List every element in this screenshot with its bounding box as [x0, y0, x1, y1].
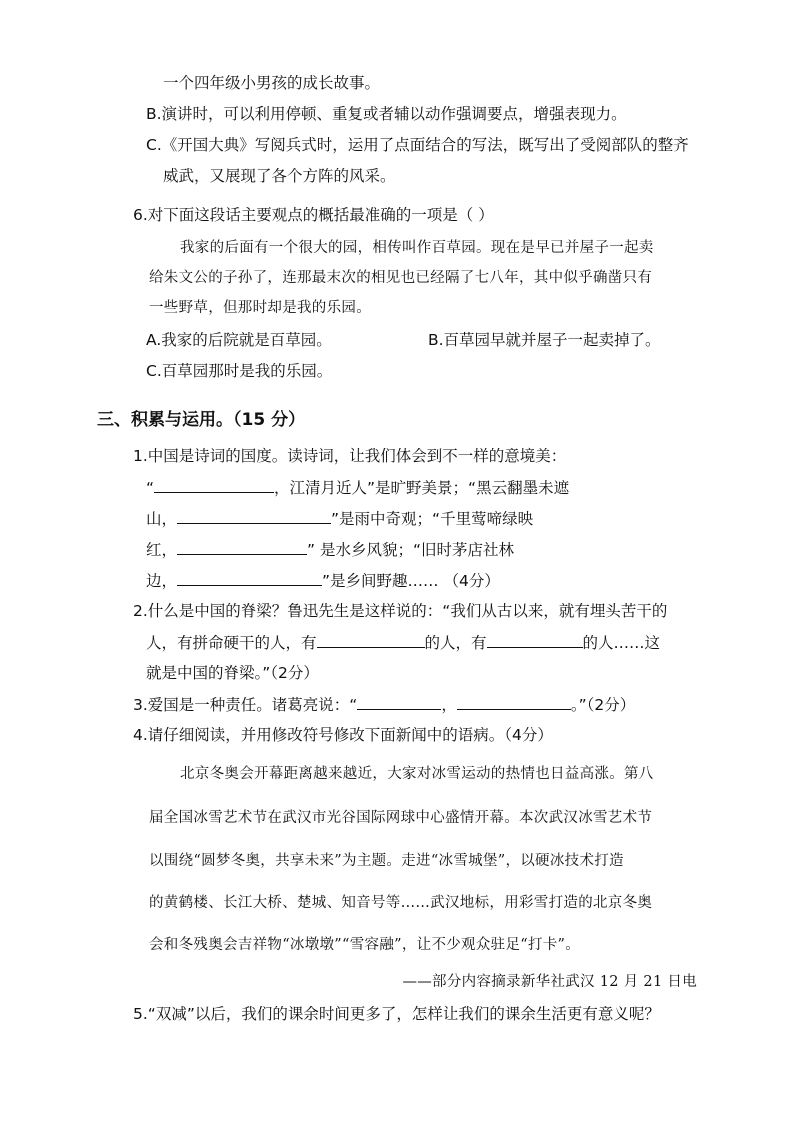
q4-source: ——部分内容摘录新华社武汉 12 月 21 日电 — [402, 974, 697, 990]
q1-line-2 — [146, 508, 533, 529]
q2-text-a: 人，有拼命硬干的人，有 — [146, 634, 317, 652]
q1-line2-text: ”是雨中奇观；“千里莺啼绿映 — [331, 510, 534, 528]
option-c-line2: 威武，又展现了各个方阵的风采。 — [163, 167, 396, 185]
option-a-continuation: 一个四年级小男孩的成长故事。 — [163, 74, 381, 92]
q1-blank-3[interactable] — [177, 539, 307, 555]
q1-blank-2[interactable] — [177, 508, 331, 524]
q6-passage-line: 一些野草，但那时却是我的乐园。 — [149, 300, 371, 316]
question-2-line1: 2.什么是中国的脊梁？鲁迅先生是这样说的：“我们从古以来，就有埋头苦干的 — [133, 602, 668, 620]
q4-passage-line: 以围绕“圆梦冬奥，共享未来”为主题。走进“冰雪城堡”，以硬冰技术打造 — [149, 853, 624, 869]
q1-blank-4[interactable] — [177, 570, 322, 586]
q1-line3-text: ” 是水乡风貌；“旧时茅店社林 — [307, 541, 515, 559]
q6-option-c: C.百草园那时是我的乐园。 — [146, 362, 333, 380]
q4-passage-line: 会和冬残奥会吉祥物“冰墩墩”“雪容融”，让不少观众驻足“打卡”。 — [149, 937, 581, 953]
q1-line-3 — [146, 539, 514, 560]
option-b: B.演讲时，可以利用停顿、重复或者辅以动作强调要点，增强表现力。 — [146, 105, 627, 123]
q6-passage-line: 给朱文公的子孙了，连那最末次的相见也已经隔了七八年，其中似乎确凿只有 — [149, 270, 653, 286]
q1-blank-1[interactable] — [154, 477, 274, 493]
q2-text-b: 的人，有 — [424, 634, 487, 652]
section-heading: 三、积累与运用。（15 分） — [97, 410, 306, 430]
q6-option-b: B.百草园早就并屋子一起卖掉了。 — [428, 331, 661, 349]
option-c-line1: C.《开国大典》写阅兵式时，运用了点面结合的写法，既写出了受阅部队的整齐 — [146, 136, 689, 154]
question-6-stem: 6.对下面这段话主要观点的概括最准确的一项是（ ） — [133, 206, 494, 224]
question-1-stem: 1.中国是诗词的国度。读诗词，让我们体会到不一样的意境美： — [133, 447, 567, 465]
q1-line1-text: ，江清月近人”是旷野美景；“黑云翻墨未遮 — [274, 479, 570, 497]
q2-text-c: 的人……这 — [582, 634, 661, 652]
q1-line4-text: ”是乡间野趣…… （4分） — [322, 572, 500, 590]
q1-line4-start: 边， — [146, 572, 178, 590]
q6-passage-line: 我家的后面有一个很大的园，相传叫作百草园。现在是早已并屋子一起卖 — [180, 240, 654, 256]
q2-blank-1[interactable] — [317, 632, 425, 648]
question-5-stem: 5.“双减”以后，我们的课余时间更多了，怎样让我们的课余生活更有意义呢？ — [133, 1005, 660, 1023]
q2-line-3: 就是中国的脊梁。”（2分） — [146, 664, 319, 682]
q1-line3-start: 红， — [146, 541, 178, 559]
q4-passage-line: 北京冬奥会开幕距离越来越近，大家对冰雪运动的热情也日益高涨。第八 — [180, 766, 654, 782]
q2-blank-2[interactable] — [487, 632, 583, 648]
q3-text-a: 3.爱国是一种责任。诸葛亮说：“ — [133, 696, 358, 714]
q1-line-1 — [146, 477, 569, 498]
q3-text-b: ， — [441, 696, 457, 714]
q3-blank-1[interactable] — [357, 694, 441, 710]
q1-line2-start: 山， — [146, 510, 178, 528]
q1-line-4 — [146, 570, 500, 591]
q4-passage-line: 的黄鹤楼、长江大桥、楚城、知音号等……武汉地标，用彩雪打造的北京冬奥 — [149, 895, 653, 911]
q3-blank-2[interactable] — [457, 694, 571, 710]
q1-open-quote: “ — [146, 479, 155, 497]
question-4-stem: 4.请仔细阅读，并用修改符号修改下面新闻中的语病。（4分） — [133, 726, 553, 744]
q4-passage-line: 届全国冰雪艺术节在武汉市光谷国际网球中心盛情开幕。本次武汉冰雪艺术节 — [149, 810, 653, 826]
q6-option-a: A.我家的后院就是百草园。 — [146, 331, 332, 349]
q2-line-2 — [146, 632, 660, 653]
q3-text-c: 。”（2分） — [570, 696, 636, 714]
question-3 — [133, 694, 635, 715]
